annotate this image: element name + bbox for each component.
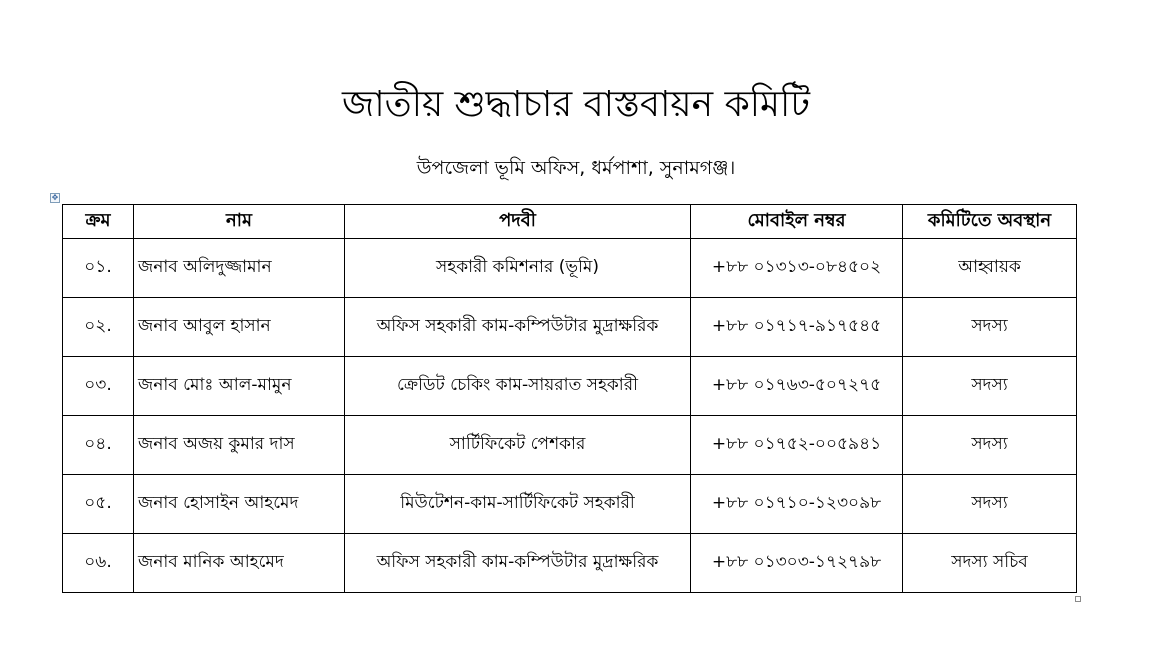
cell-name: জনাব অজয় কুমার দাস [134,416,345,475]
cell-serial: ০৩. [63,357,134,416]
cell-position: সদস্য [903,298,1077,357]
cell-designation: অফিস সহকারী কাম-কম্পিউটার মুদ্রাক্ষরিক [345,298,691,357]
cell-name: জনাব মানিক আহমেদ [134,534,345,593]
cell-designation: অফিস সহকারী কাম-কম্পিউটার মুদ্রাক্ষরিক [345,534,691,593]
header-serial: ক্রম [63,205,134,239]
cell-mobile: +৮৮ ০১৭১৭-৯১৭৫৪৫ [691,298,903,357]
cell-serial: ০৪. [63,416,134,475]
header-designation: পদবী [345,205,691,239]
table-row [63,357,1077,416]
header-name: নাম [134,205,345,239]
cell-serial: ০৬. [63,534,134,593]
table-header-row [63,205,1077,239]
cell-position: সদস্য সচিব [903,534,1077,593]
cell-position: সদস্য [903,416,1077,475]
table-move-handle-icon[interactable]: ✥ [51,193,59,202]
committee-table [62,204,1077,593]
cell-serial: ০৫. [63,475,134,534]
cell-position: আহ্বায়ক [903,239,1077,298]
document-title: জাতীয় শুদ্ধাচার বাস্তবায়ন কমিটি [342,84,810,125]
cell-name: জনাব মোঃ আল-মামুন [134,357,345,416]
cell-designation: মিউটেশন-কাম-সার্টিফিকেট সহকারী [345,475,691,534]
cell-mobile: +৮৮ ০১৭৫২-০০৫৯৪১ [691,416,903,475]
cell-designation: সহকারী কমিশনার (ভূমি) [345,239,691,298]
table-row [63,416,1077,475]
cell-mobile: +৮৮ ০১৩০৩-১৭২৭৯৮ [691,534,903,593]
document-subtitle: উপজেলা ভূমি অফিস, ধর্মপাশা, সুনামগঞ্জ। [416,157,736,179]
cell-mobile: +৮৮ ০১৭৬৩-৫০৭২৭৫ [691,357,903,416]
cell-mobile: +৮৮ ০১৩১৩-০৮৪৫০২ [691,239,903,298]
cell-name: জনাব আবুল হাসান [134,298,345,357]
cell-designation: ক্রেডিট চেকিং কাম-সায়রাত সহকারী [345,357,691,416]
cell-designation: সার্টিফিকেট পেশকার [345,416,691,475]
header-position: কমিটিতে অবস্থান [903,205,1077,239]
header-mobile: মোবাইল নম্বর [691,205,903,239]
cell-name: জনাব অলিদুজ্জামান [134,239,345,298]
cell-position: সদস্য [903,475,1077,534]
table-row [63,534,1077,593]
cell-serial: ০১. [63,239,134,298]
table-row [63,298,1077,357]
table-row [63,239,1077,298]
cell-mobile: +৮৮ ০১৭১০-১২৩০৯৮ [691,475,903,534]
table-row [63,475,1077,534]
cell-name: জনাব হোসাইন আহমেদ [134,475,345,534]
table-resize-handle-icon[interactable] [1075,596,1081,602]
cell-serial: ০২. [63,298,134,357]
cell-position: সদস্য [903,357,1077,416]
